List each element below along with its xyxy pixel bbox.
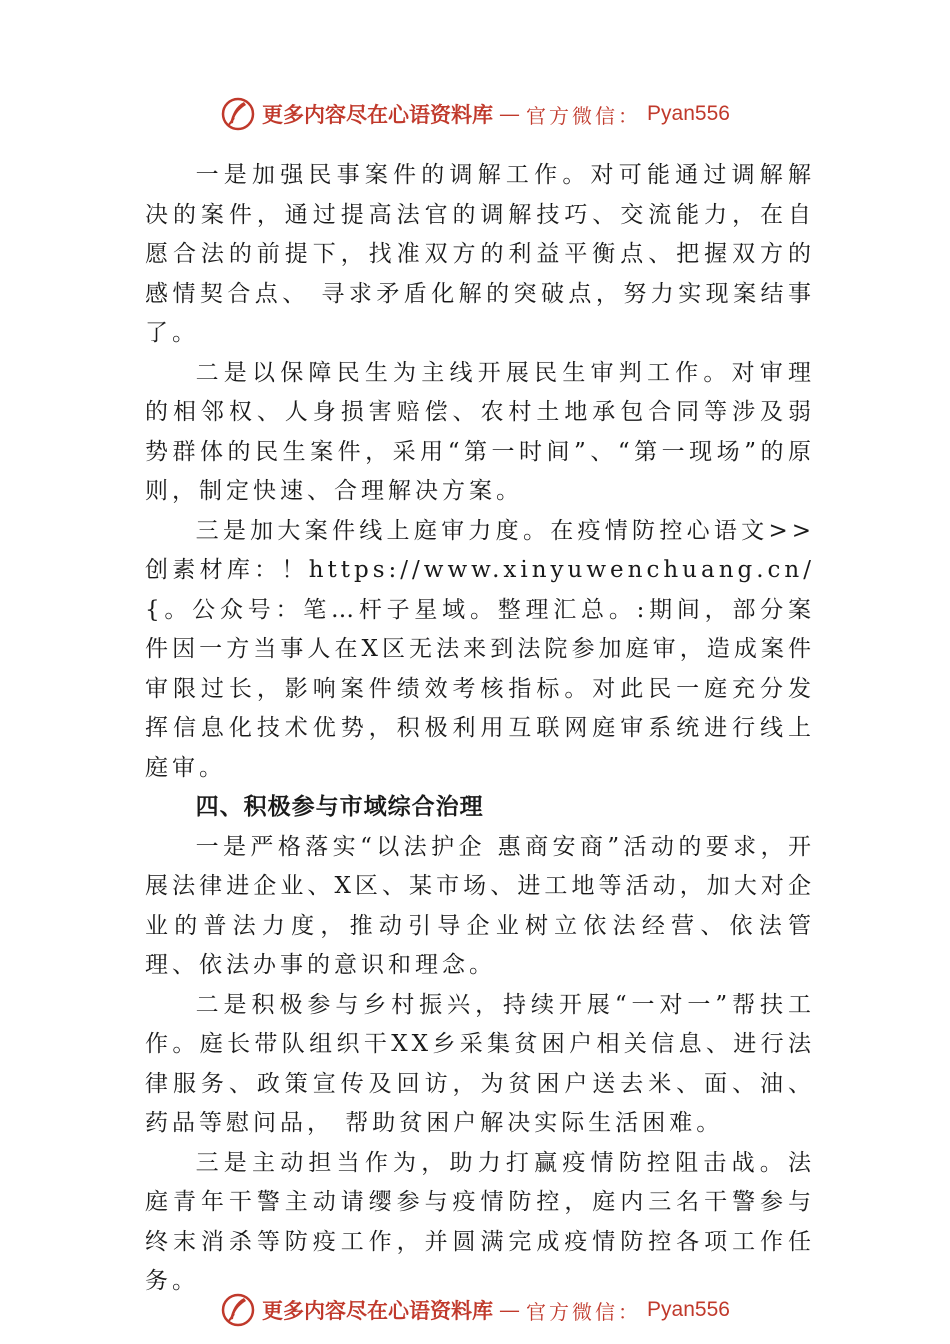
document-body — [145, 156, 815, 1302]
banner-wechat-handle: Pyan556 — [647, 1298, 730, 1321]
section-heading: 四、积极参与市域综合治理 — [195, 794, 484, 820]
banner-site-name: 更多内容尽在心语资料库 — [262, 102, 494, 127]
paragraph-protect-enterprise: 一是严格落实“以法护企 惠商安商”活动的要求，开展法律进企业、X区、某市场、进工地等活动，加大对企业的普法力度，推动引导企业树立依法经营、依法管理、依法办事的意识和理念。 — [145, 833, 815, 978]
paragraph-online-trial: 三是加大案件线上庭审力度。在疫情防控心语文>>创素材库：！https://www.xinyuwenchuang.cn/{。公众号：笔…杆子星域。整理汇总。:期间，部分案件因一方当事人在X区无法来到法院参加庭审，造成案件审限过长，影响案件绩效考核指标。对此民一庭充分发挥信息化技术优势，积极利用互联网庭审系统进行线上庭审。 — [145, 517, 815, 781]
banner-wechat-label: 官方微信： — [526, 103, 642, 128]
banner-dash: — — [499, 102, 521, 126]
paragraph-livelihood: 二是以保障民生为主线开展民生审判工作。对审理的相邻权、人身损害赔偿、农村土地承包合同等涉及弱势群体的民生案件，采用“第一时间”、“第一现场”的原则，制定快速、合理解决方案。 — [145, 359, 815, 504]
banner-site-name: 更多内容尽在心语资料库 — [262, 1298, 494, 1323]
feather-pen-logo-icon — [220, 1292, 256, 1328]
banner-dash: — — [499, 1298, 521, 1322]
banner-wechat-handle: Pyan556 — [647, 102, 730, 125]
banner-wechat-label: 官方微信： — [526, 1299, 642, 1324]
feather-pen-logo-icon — [220, 96, 256, 132]
paragraph-rural-revitalization: 二是积极参与乡村振兴，持续开展“一对一”帮扶工作。庭长带队组织干XX乡采集贫困户相关信息、进行法律服务、政策宣传及回访，为贫困户送去米、面、油、药品等慰问品， 帮助贫困户解决实际生活困难。 — [145, 991, 815, 1136]
header-banner — [0, 94, 950, 134]
paragraph-mediation: 一是加强民事案件的调解工作。对可能通过调解解决的案件，通过提高法官的调解技巧、交流能力，在自愿合法的前提下，找准双方的利益平衡点、把握双方的感情契合点、 寻求矛盾化解的突破点，努力实现案结事了。 — [145, 162, 815, 346]
paragraph-epidemic-control: 三是主动担当作为，助力打赢疫情防控阻击战。法庭青年干警主动请缨参与疫情防控，庭内三名干警参与终末消杀等防疫工作，并圆满完成疫情防控各项工作任务。 — [145, 1149, 815, 1294]
footer-banner — [0, 1290, 950, 1330]
